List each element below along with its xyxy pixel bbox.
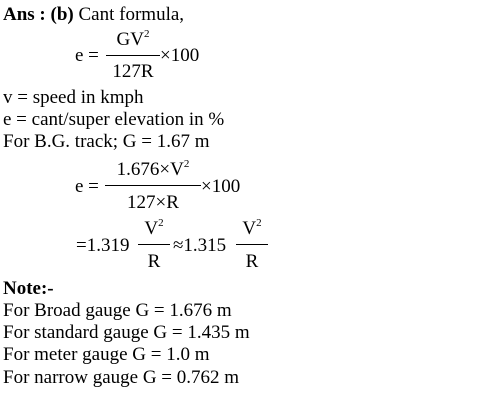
note-standard-gauge: For standard gauge G = 1.435 m (3, 322, 250, 343)
formula1-fraction (106, 30, 160, 80)
formula3-fraction2 (236, 219, 268, 271)
formula1-numerator: $GV^2$ (116, 28, 150, 50)
formula1-denominator: 127R (112, 61, 154, 82)
formula2-lhs: e = (75, 176, 99, 197)
formula3-fraction-bar2 (236, 244, 268, 245)
def-speed: v = speed in kmph (3, 87, 144, 108)
formula3-denominator2: R (245, 251, 259, 272)
formula1-tail: ×100 (160, 45, 200, 66)
formula1-lhs: e = (75, 45, 99, 66)
formula3-approx: ≈1.315 (173, 235, 227, 256)
answer-line (3, 5, 184, 24)
formula3-numerator2: $V^2$ (242, 217, 262, 239)
note-narrow-gauge: For narrow gauge G = 0.762 m (3, 367, 240, 388)
formula2-numerator: $1.676\times V^2$ (116, 158, 190, 180)
def-bg-track: For B.G. track; G = 1.67 m (3, 131, 210, 152)
formula2-tail: ×100 (201, 176, 241, 197)
def-cant: e = cant/super elevation in % (3, 109, 225, 130)
formula2-fraction-bar (105, 185, 201, 186)
answer-text: Cant formula, (78, 4, 185, 25)
note-meter-gauge: For meter gauge G = 1.0 m (3, 344, 210, 365)
formula3-numerator1: $V^2$ (144, 217, 164, 239)
formula3-lhs: =1.319 (76, 235, 130, 256)
formula1-fraction-bar (106, 55, 160, 56)
formula2-denominator: 127×R (127, 192, 179, 213)
note-title: Note:- (3, 278, 54, 299)
answer-option: (b) (50, 4, 74, 25)
formula3-fraction-bar1 (138, 244, 170, 245)
formula3-fraction1 (138, 219, 170, 271)
formula3-denominator1: R (147, 251, 161, 272)
formula2-fraction (105, 160, 201, 212)
note-broad-gauge: For Broad gauge G = 1.676 m (3, 300, 232, 321)
answer-label: Ans : (3, 4, 46, 25)
